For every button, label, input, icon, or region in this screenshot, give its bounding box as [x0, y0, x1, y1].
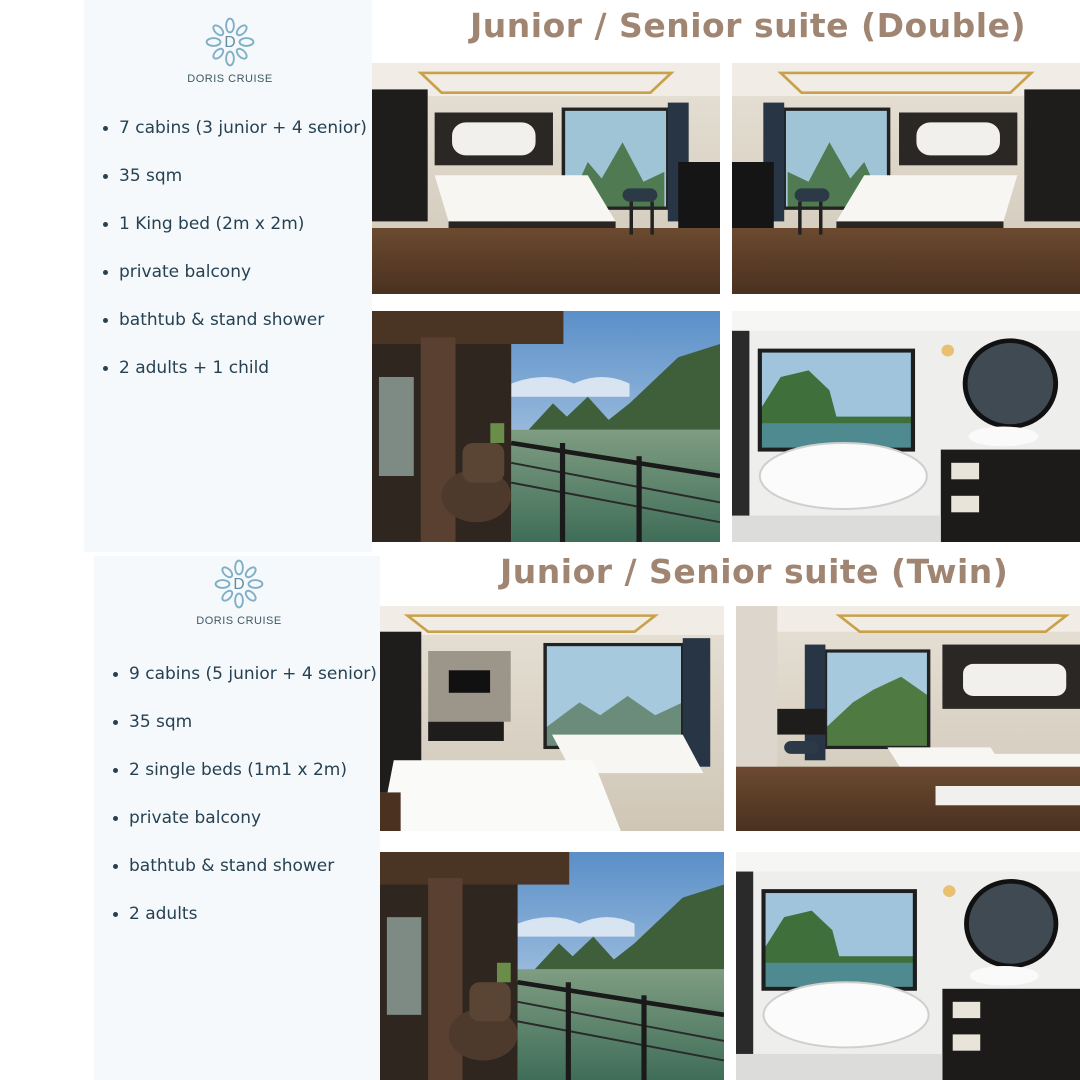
svg-text:D: D [233, 576, 245, 594]
brand-name: DORIS CRUISE [196, 615, 282, 627]
feature-item: 35 sqm [103, 166, 367, 214]
photo-double-balcony [372, 311, 720, 542]
feature-item: private balcony [113, 808, 377, 856]
section-title-twin: Junior / Senior suite (Twin) [500, 552, 1009, 591]
feature-list-double [103, 118, 367, 406]
flower-logo-icon [204, 16, 256, 68]
svg-text:D: D [224, 34, 236, 52]
photo-twin-bathroom [736, 852, 1080, 1080]
photo-twin-balcony [380, 852, 724, 1080]
feature-item: 1 King bed (2m x 2m) [103, 214, 367, 262]
feature-item: 2 adults + 1 child [103, 358, 367, 406]
brand-name: DORIS CRUISE [187, 73, 273, 85]
section-title-double: Junior / Senior suite (Double) [470, 6, 1027, 45]
feature-item: 35 sqm [113, 712, 377, 760]
brand-logo-top [160, 16, 300, 85]
feature-item: 2 adults [113, 904, 377, 952]
feature-list-twin [113, 664, 377, 952]
flower-logo-icon [213, 558, 265, 610]
feature-item: private balcony [103, 262, 367, 310]
photo-double-bedroom [372, 63, 720, 294]
photo-twin-bedroom [380, 606, 724, 831]
feature-item: bathtub & stand shower [113, 856, 377, 904]
photo-double-bedroom-alt [732, 63, 1080, 294]
brand-logo-bottom [169, 558, 309, 627]
feature-item: 9 cabins (5 junior + 4 senior) [113, 664, 377, 712]
photo-twin-bedroom-alt [736, 606, 1080, 831]
feature-item: 2 single beds (1m1 x 2m) [113, 760, 377, 808]
feature-item: bathtub & stand shower [103, 310, 367, 358]
feature-item: 7 cabins (3 junior + 4 senior) [103, 118, 367, 166]
photo-double-bathroom [732, 311, 1080, 542]
